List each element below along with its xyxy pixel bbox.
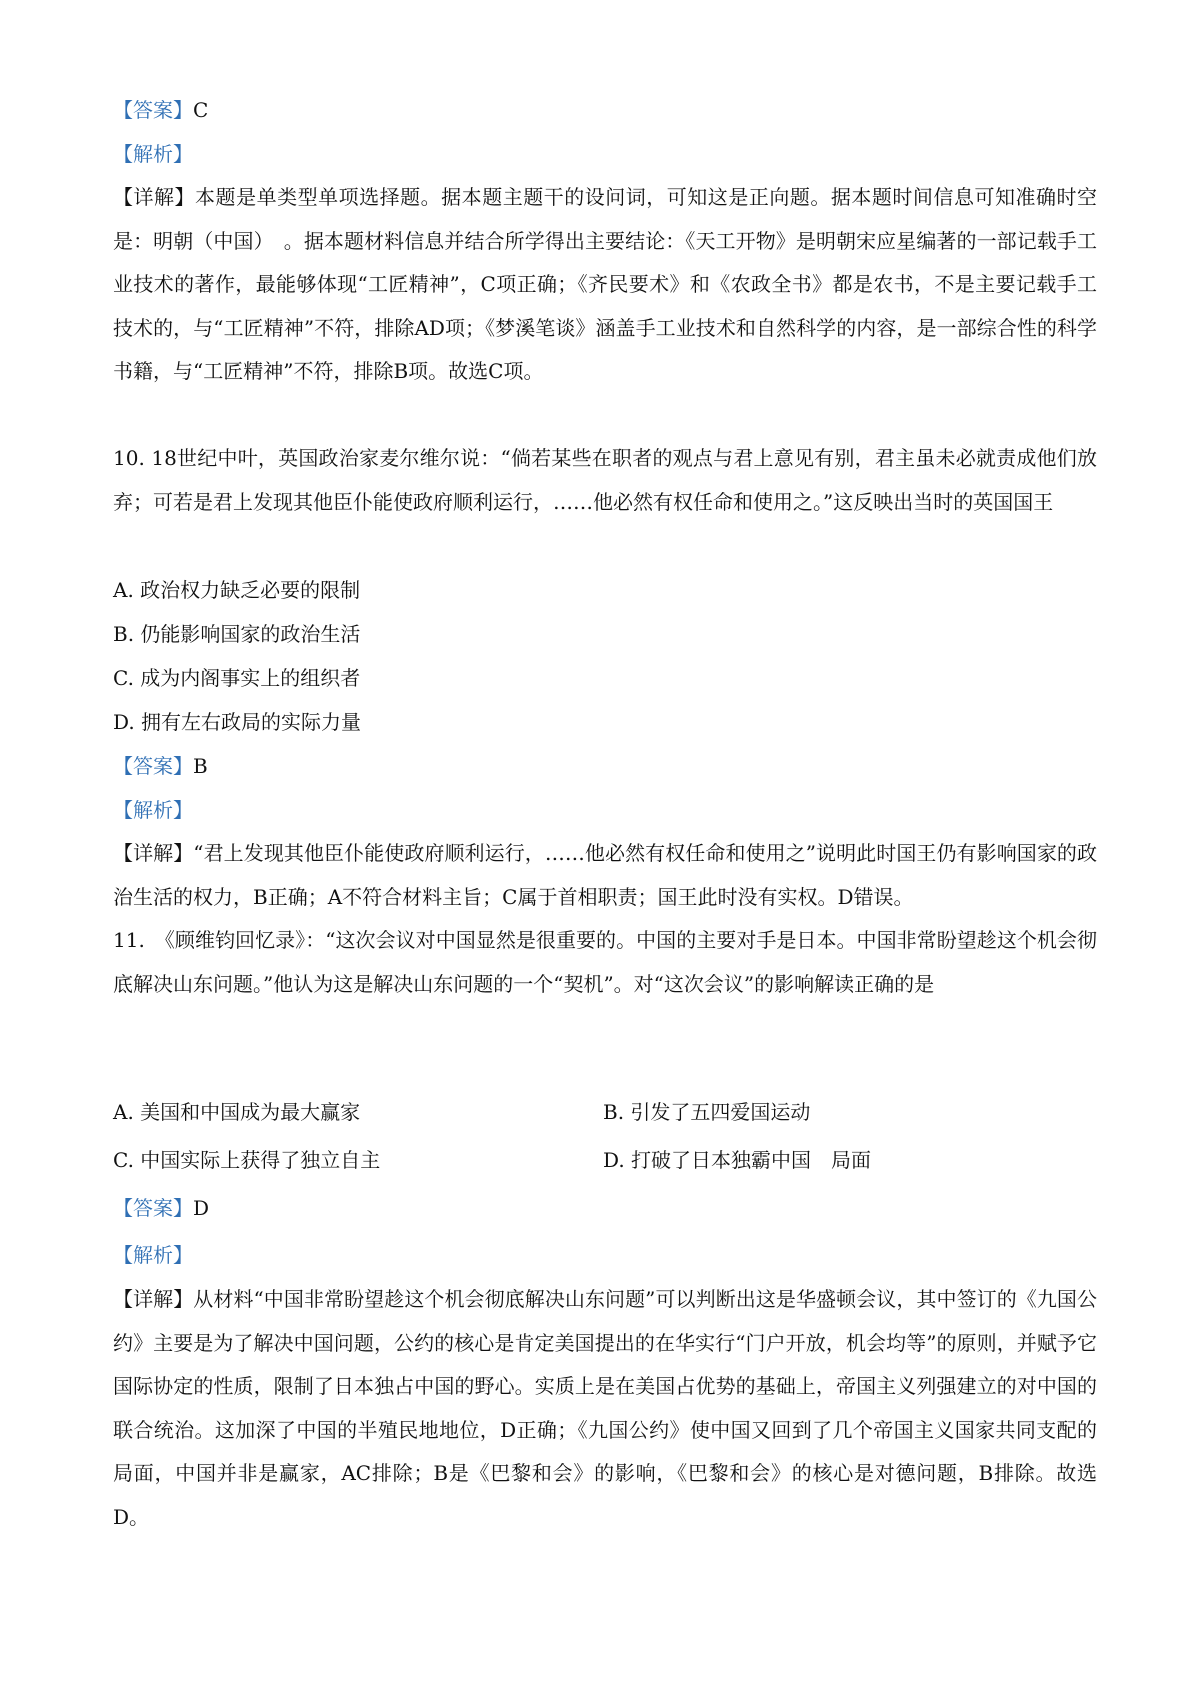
analysis-label: 【解析】: [113, 142, 193, 166]
q10-option-a: A. 政治权力缺乏必要的限制: [113, 578, 361, 602]
q11-detail: [113, 1278, 1097, 1539]
q9-analysis: [113, 140, 193, 168]
detail-label: 【详解】: [113, 1287, 194, 1311]
q10-analysis: [113, 796, 193, 824]
q11-option-c: C. 中国实际上获得了独立自主: [113, 1148, 381, 1172]
detail-label: 【详解】: [113, 185, 196, 209]
answer-value: D: [193, 1196, 210, 1220]
answer-value: C: [193, 98, 209, 122]
q10-answer: [113, 752, 208, 780]
q9-detail: [113, 176, 1097, 394]
answer-label: 【答案】: [113, 1196, 193, 1220]
q10-stem: 10. 18世纪中叶，英国政治家麦尔维尔说：“倘若某些在职者的观点与君上意见有别，君主虽未必就责成他们放弃；可若是君上发现其他臣仆能使政府顺利运行，……他必然有权任命和使用之。”这反映出当时的英国国王: [113, 446, 1097, 514]
q11-stem: 11. 《顾维钧回忆录》：“这次会议对中国显然是很重要的。中国的主要对手是日本。中国非常盼望趁这个机会彻底解决山东问题。”他认为这是解决山东问题的一个“契机”。对“这次会议”的影响解读正确的是: [113, 928, 1097, 996]
q11-option-b: B. 引发了五四爱国运动: [603, 1100, 811, 1124]
answer-label: 【答案】: [113, 754, 193, 778]
q11-option-a: A. 美国和中国成为最大赢家: [113, 1100, 361, 1124]
q10-option-c: C. 成为内阁事实上的组织者: [113, 666, 361, 690]
analysis-label: 【解析】: [113, 1243, 193, 1267]
answer-label: 【答案】: [113, 98, 193, 122]
q10-option-b: B. 仍能影响国家的政治生活: [113, 622, 361, 646]
answer-value: B: [193, 754, 208, 778]
q11-analysis: [113, 1241, 193, 1269]
analysis-label: 【解析】: [113, 798, 193, 822]
detail-label: 【详解】: [113, 841, 194, 865]
q11-option-d: D. 打破了日本独霸中国 局面: [603, 1148, 872, 1172]
q9-answer: [113, 96, 208, 124]
detail-text: 从材料“中国非常盼望趁这个机会彻底解决山东问题”可以判断出这是华盛顿会议，其中签订的《九国公约》主要是为了解决中国问题，公约的核心是肯定美国提出的在华实行“门户开放，机会均等”的原则，并赋予它国际协定的性质，限制了日本独占中国的野心。实质上是在美国占优势的基础上，帝国主义列强建立的对中国的联合统治。这加深了中国的半殖民地地位，D正确；《九国公约》使中国又回到了几个帝国主义国家共同支配的局面，中国并非是赢家，AC排除；B是《巴黎和会》的影响，《巴黎和会》的核心是对德问题，B排除。故选D。: [113, 1287, 1098, 1529]
detail-text: “君上发现其他臣仆能使政府顺利运行，……他必然有权任命和使用之”说明此时国王仍有影响国家的政治生活的权力，B正确；A不符合材料主旨；C属于首相职责；国王此时没有实权。D错误。: [113, 841, 1097, 909]
q10-option-d: D. 拥有左右政局的实际力量: [113, 710, 362, 734]
q11-answer: [113, 1194, 209, 1222]
detail-text: 本题是单类型单项选择题。据本题主题干的设问词，可知这是正向题。据本题时间信息可知准确时空是：明朝（中国） 。据本题材料信息并结合所学得出主要结论：《天工开物》是明朝宋应星编著的一部记载手工业技术的著作，最能够体现“工匠精神”，C项正确；《齐民要术》和《农政全书》都是农书，不是主要记载手工技术的，与“工匠精神”不符，排除AD项；《梦溪笔谈》涵盖手工业技术和自然科学的内容，是一部综合性的科学书籍，与“工匠精神”不符，排除B项。故选C项。: [113, 185, 1098, 383]
q10-detail: [113, 832, 1097, 919]
